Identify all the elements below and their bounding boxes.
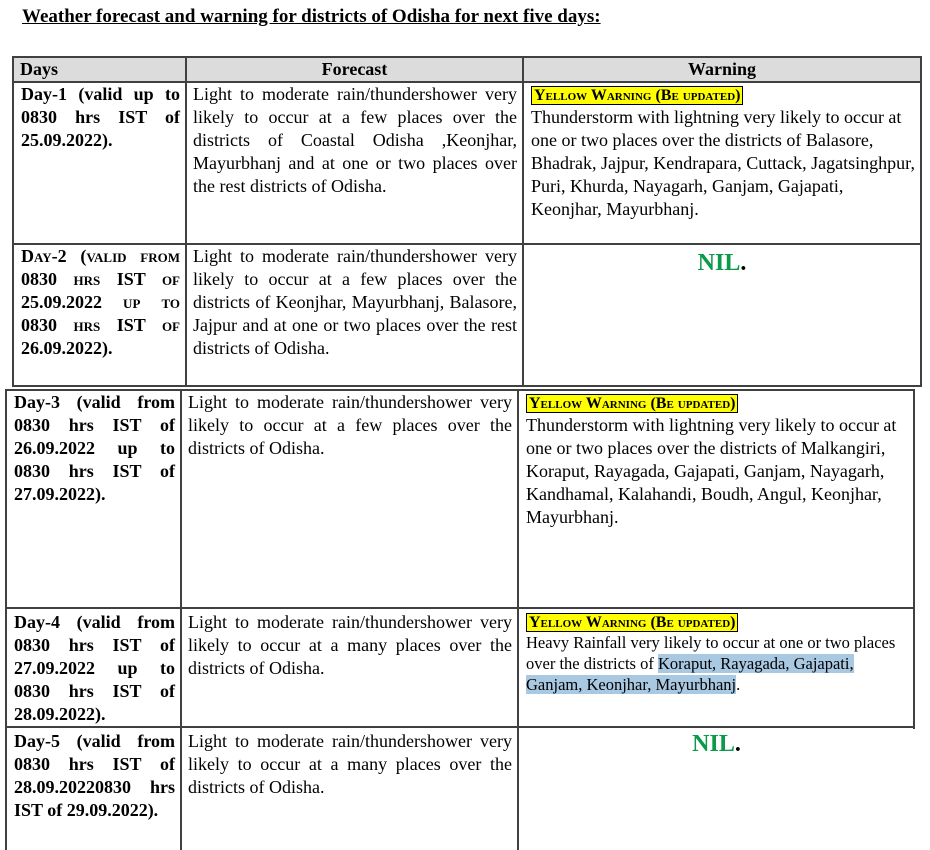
t2-left-border xyxy=(5,389,7,850)
header-days xyxy=(14,58,186,81)
day5-days-text: Day-5 (valid from 0830 hrs IST of 28.09.20220830 hrs IST of 29.09.2022). xyxy=(14,731,175,820)
t1-right-border xyxy=(920,56,922,387)
day5-days-cell xyxy=(7,730,181,850)
day3-forecast-text: Light to moderate rain/thundershower very likely to occur at a few places over the districts of Odisha. xyxy=(188,392,512,458)
day1-forecast-text: Light to moderate rain/thundershower very likely to occur at a few places over the districts of Coastal Odisha ,Keonjhar, Mayurbhanj and at one or two places over the rest districts of Odisha. xyxy=(193,84,517,196)
day4-days-cell xyxy=(7,611,181,725)
day2-forecast-cell xyxy=(186,245,523,385)
day1-warning-cell xyxy=(523,83,921,243)
t2-col2-border xyxy=(517,389,519,850)
day2-warning-cell xyxy=(523,250,921,290)
t1-left-border xyxy=(12,56,14,387)
day5-nil-text: NIL xyxy=(692,731,735,757)
header-warning-label: Warning xyxy=(687,59,757,79)
day4-warning-text: Heavy Rainfall very likely to occur at one or two places over the districts of xyxy=(526,633,896,673)
day4-warning-highlighted-districts: Koraput, Rayagada, Gajapati, Ganjam, Keonjhar, Mayurbhanj xyxy=(526,654,854,694)
day5-forecast-cell xyxy=(181,730,518,850)
header-warning xyxy=(523,58,921,81)
t2-top-border xyxy=(5,389,915,391)
t2-row4-border xyxy=(5,726,915,728)
day3-days-text: Day-3 (valid from 0830 hrs IST of 26.09.2022 up to 0830 hrs IST of 27.09.2022). xyxy=(14,392,175,504)
day1-yellow-warning-badge: Yellow Warning (Be updated) xyxy=(531,86,743,105)
day3-forecast-cell xyxy=(181,391,518,607)
day5-warning-cell xyxy=(518,731,915,771)
t1-col1-border xyxy=(185,56,187,387)
day3-warning-cell xyxy=(518,391,915,607)
t1-row1-border xyxy=(12,243,922,245)
t2-col1-border xyxy=(180,389,182,850)
t1-header-border xyxy=(12,81,922,83)
day2-forecast-text: Light to moderate rain/thundershower very likely to occur at a few places over the districts of Keonjhar, Mayurbhanj, Balasore, Jajpur and at one or two places over the rest districts of Odisha. xyxy=(193,246,517,358)
day1-forecast-cell xyxy=(186,83,523,243)
t1-top-border xyxy=(12,56,922,58)
day2-nil-text: NIL xyxy=(697,250,741,276)
day5-nil-dot: . xyxy=(734,731,741,757)
day4-warning-text-end: . xyxy=(736,675,741,694)
day1-days-text: Day-1 (valid up to 0830 hrs IST of 25.09.2022). xyxy=(21,84,180,150)
day2-days-text: Day-2 (valid from 0830 hrs IST of 25.09.2022 up to 0830 hrs IST of 26.09.2022). xyxy=(21,246,180,358)
t2-row3-border xyxy=(5,607,915,609)
header-forecast-label: Forecast xyxy=(321,59,388,79)
day4-yellow-warning-badge: Yellow Warning (Be updated) xyxy=(526,613,738,632)
day3-days-cell xyxy=(7,391,181,607)
day4-days-text: Day-4 (valid from 0830 hrs IST of 27.09.2022 up to 0830 hrs IST of 28.09.2022). xyxy=(14,612,175,724)
day1-days-cell xyxy=(14,83,186,243)
day2-days-cell xyxy=(14,245,186,385)
t2-right-border xyxy=(913,389,915,729)
day1-warning-text: Thunderstorm with lightning very likely to occur at one or two places over the districts of Balasore, Bhadrak, Jajpur, Kendrapara, Cuttack, Jagatsinghpur, Puri, Khurda, Nayagarh, Ganjam, Gajapati, Keonjhar, Mayurbhanj. xyxy=(531,107,915,219)
page-title: Weather forecast and warning for districts of Odisha for next five days: xyxy=(22,6,601,27)
day4-warning-cell xyxy=(518,611,915,725)
day4-forecast-cell xyxy=(181,611,518,725)
day2-nil-dot: . xyxy=(740,250,747,276)
day3-yellow-warning-badge: Yellow Warning (Be updated) xyxy=(526,394,738,413)
t1-bottom-border xyxy=(12,385,922,387)
header-forecast xyxy=(186,58,523,81)
t1-col2-border xyxy=(522,56,524,387)
day4-forecast-text: Light to moderate rain/thundershower very likely to occur at a many places over the districts of Odisha. xyxy=(188,612,512,678)
day3-warning-text: Thunderstorm with lightning very likely to occur at one or two places over the districts of Malkangiri, Koraput, Rayagada, Gajapati, Ganjam, Nayagarh, Kandhamal, Kalahandi, Boudh, Angul, Keonjhar, Mayurbhanj. xyxy=(526,415,897,527)
day5-forecast-text: Light to moderate rain/thundershower very likely to occur at a many places over the districts of Odisha. xyxy=(188,731,512,797)
header-days-label: Days xyxy=(20,59,59,79)
